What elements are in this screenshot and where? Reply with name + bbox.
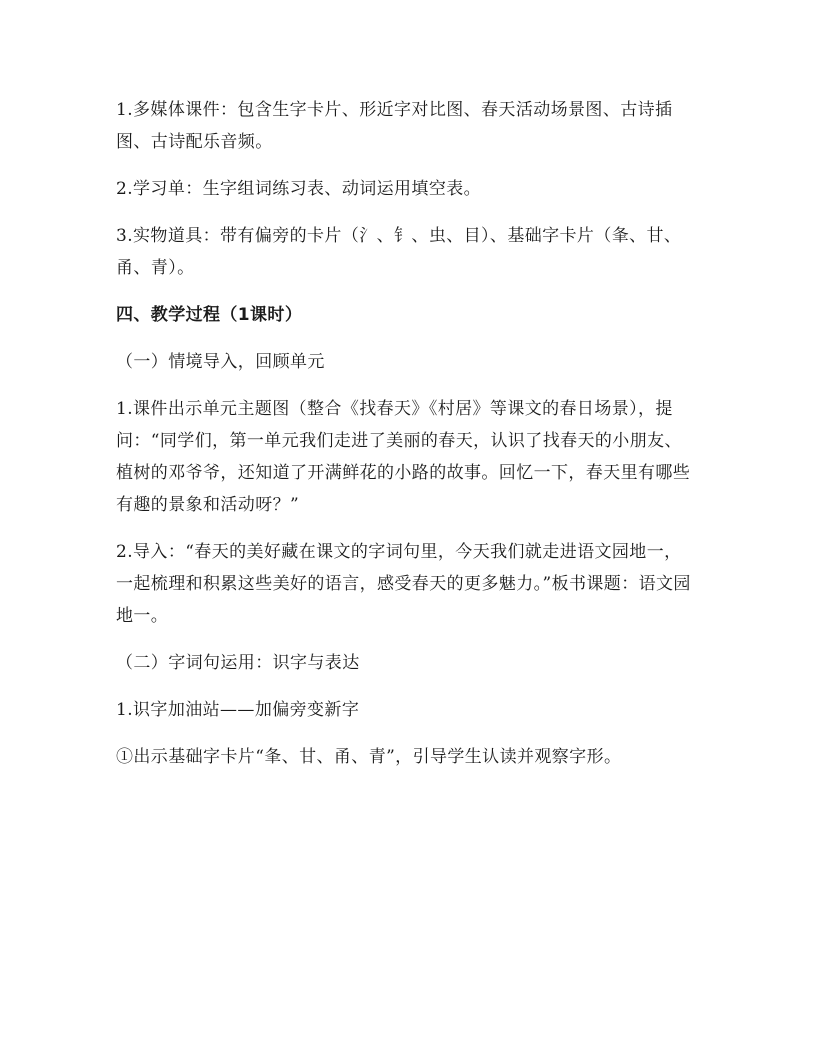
words-step-1: 1.识字加油站——加偏旁变新字 bbox=[116, 700, 360, 720]
subsection-heading-intro: （一）情境导入，回顾单元 bbox=[116, 352, 325, 372]
materials-item-courseware: 1.多媒体课件：包含生字卡片、形近字对比图、春天活动场景图、古诗插图、古诗配乐音频。 bbox=[116, 100, 673, 152]
section-heading-teaching-process: 四、教学过程（1课时） bbox=[116, 305, 303, 325]
intro-step-1: 1.课件出示单元主题图（整合《找春天》《村居》等课文的春日场景），提问：“同学们，第一单元我们走进了美丽的春天，认识了找春天的小朋友、植树的邓爷爷，还知道了开满鲜花的小路的故事。回忆一下，春天里有哪些有趣的景象和活动呀？” bbox=[116, 399, 691, 515]
words-step-1-detail: ①出示基础字卡片“夆、甘、甬、青”，引导学生认读并观察字形。 bbox=[116, 747, 622, 767]
intro-step-2: 2.导入：“春天的美好藏在课文的字词句里，今天我们就走进语文园地一，一起梳理和积累这些美好的语言，感受春天的更多魅力。”板书课题：语文园地一。 bbox=[116, 542, 691, 626]
subsection-heading-words: （二）字词句运用：识字与表达 bbox=[116, 653, 360, 673]
document-body bbox=[116, 94, 692, 773]
materials-item-worksheet: 2.学习单：生字组词练习表、动词运用填空表。 bbox=[116, 179, 482, 199]
materials-item-props: 3.实物道具：带有偏旁的卡片（氵、钅、虫、目）、基础字卡片（夆、甘、甬、青）。 bbox=[116, 226, 682, 278]
